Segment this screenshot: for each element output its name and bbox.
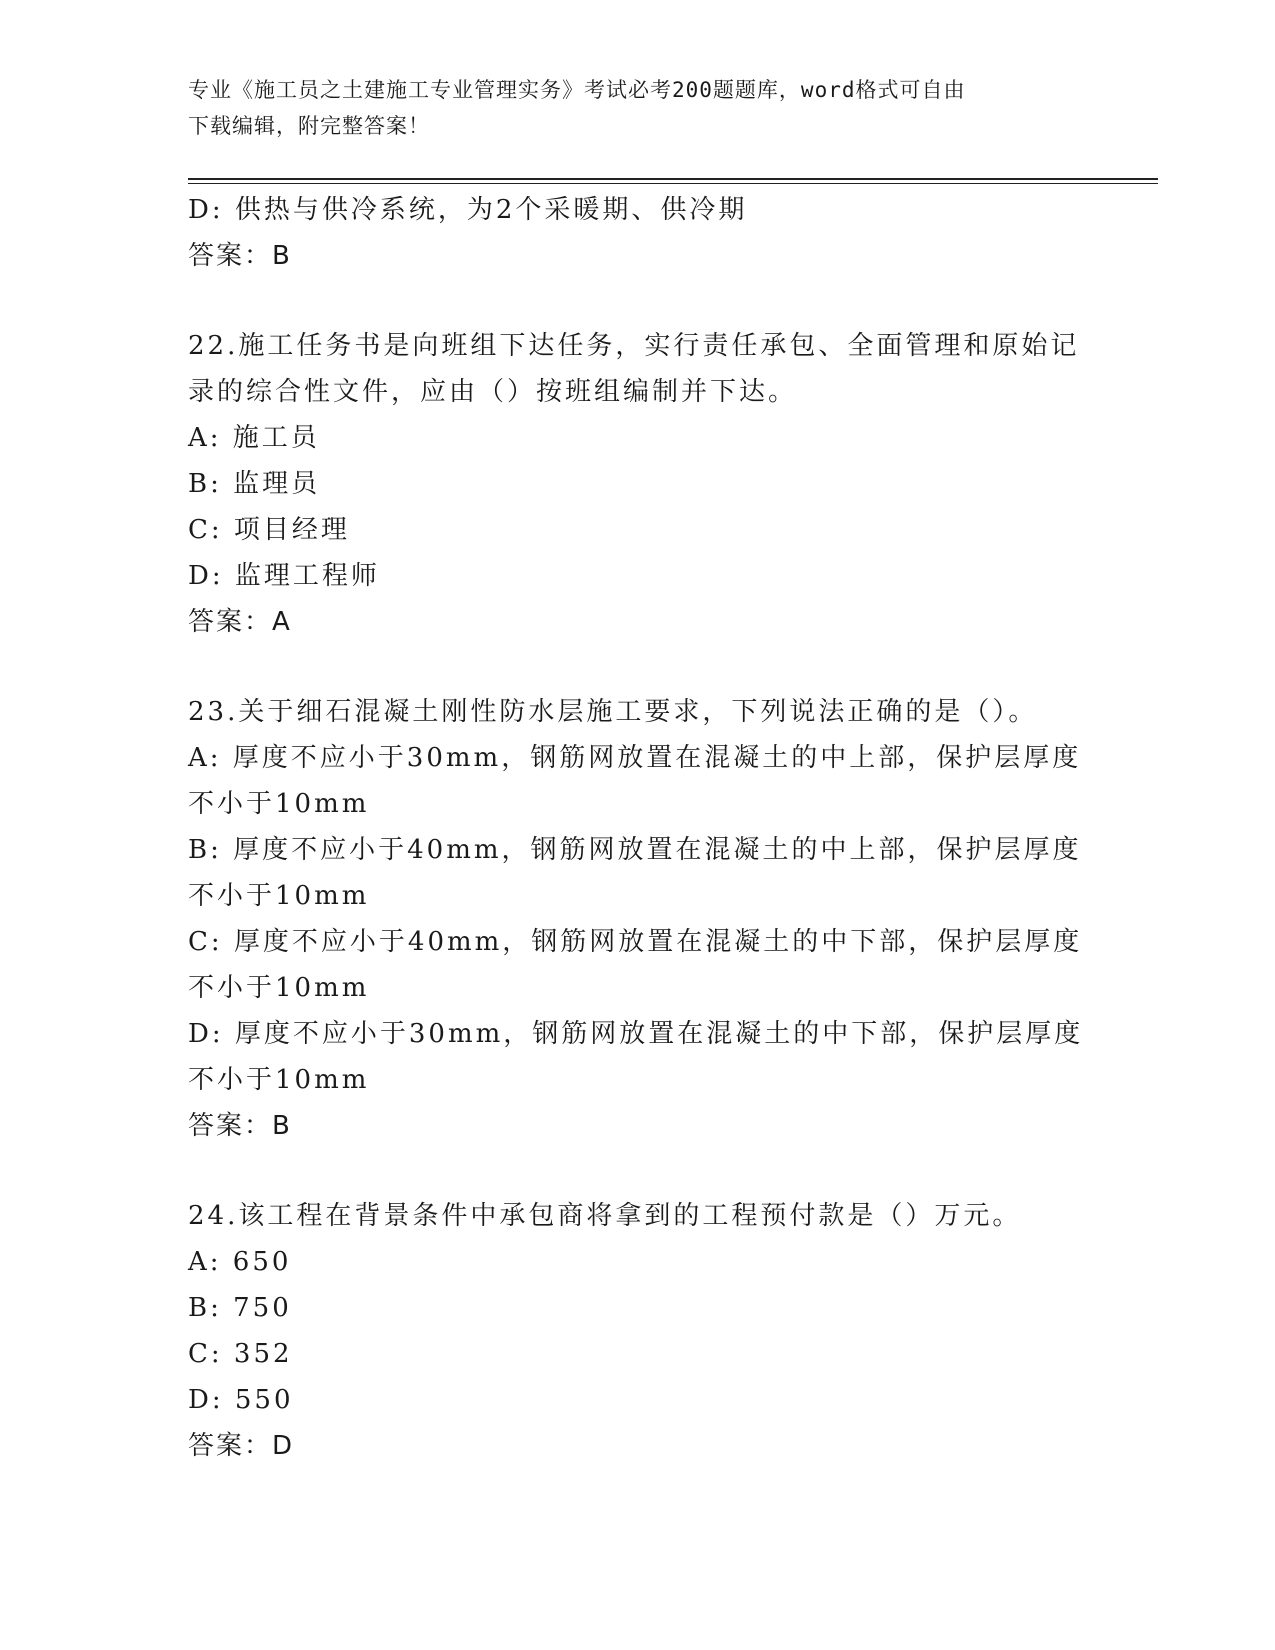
question-23 — [188, 689, 1088, 1149]
option-d: D: 厚度不应小于30mm，钢筋网放置在混凝土的中下部，保护层厚度不小于10mm — [188, 1019, 1084, 1095]
question-text: 23.关于细石混凝土刚性防水层施工要求，下列说法正确的是（）。 — [188, 697, 1038, 727]
header-title-line-2: 下载编辑，附完整答案！ — [188, 114, 430, 138]
option-b: B: 厚度不应小于40mm，钢筋网放置在混凝土的中上部，保护层厚度不小于10mm — [188, 835, 1082, 911]
answer-line: 答案：D — [188, 1431, 295, 1461]
document-header — [188, 72, 1088, 144]
header-divider-thin — [188, 183, 1158, 184]
question-text: 24.该工程在背景条件中承包商将拿到的工程预付款是（）万元。 — [188, 1201, 1022, 1231]
answer-line: 答案：A — [188, 607, 292, 637]
option-d: D: 监理工程师 — [188, 561, 380, 591]
option-d: D: 供热与供冷系统，为2个采暖期、供冷期 — [188, 195, 748, 225]
option-b: B: 监理员 — [188, 469, 321, 499]
question-21-continuation — [188, 187, 1088, 279]
option-a: A: 施工员 — [188, 423, 320, 453]
option-a: A: 厚度不应小于30mm，钢筋网放置在混凝土的中上部，保护层厚度不小于10mm — [188, 743, 1082, 819]
option-c: C: 352 — [188, 1339, 293, 1369]
question-22 — [188, 323, 1088, 645]
answer-line: 答案：B — [188, 1111, 292, 1141]
header-title-line-1: 专业《施工员之土建施工专业管理实务》考试必考200题题库，word格式可自由 — [188, 78, 966, 102]
header-divider-thick — [188, 178, 1158, 180]
option-a: A: 650 — [188, 1247, 292, 1277]
option-c: C: 厚度不应小于40mm，钢筋网放置在混凝土的中下部，保护层厚度不小于10mm — [188, 927, 1083, 1003]
question-24 — [188, 1193, 1088, 1469]
answer-line: 答案：B — [188, 241, 292, 271]
option-b: B: 750 — [188, 1293, 292, 1323]
option-c: C: 项目经理 — [188, 515, 350, 545]
document-body — [188, 187, 1088, 1513]
option-d: D: 550 — [188, 1385, 294, 1415]
question-text: 22.施工任务书是向班组下达任务，实行责任承包、全面管理和原始记录的综合性文件，应由（）按班组编制并下达。 — [188, 331, 1080, 407]
